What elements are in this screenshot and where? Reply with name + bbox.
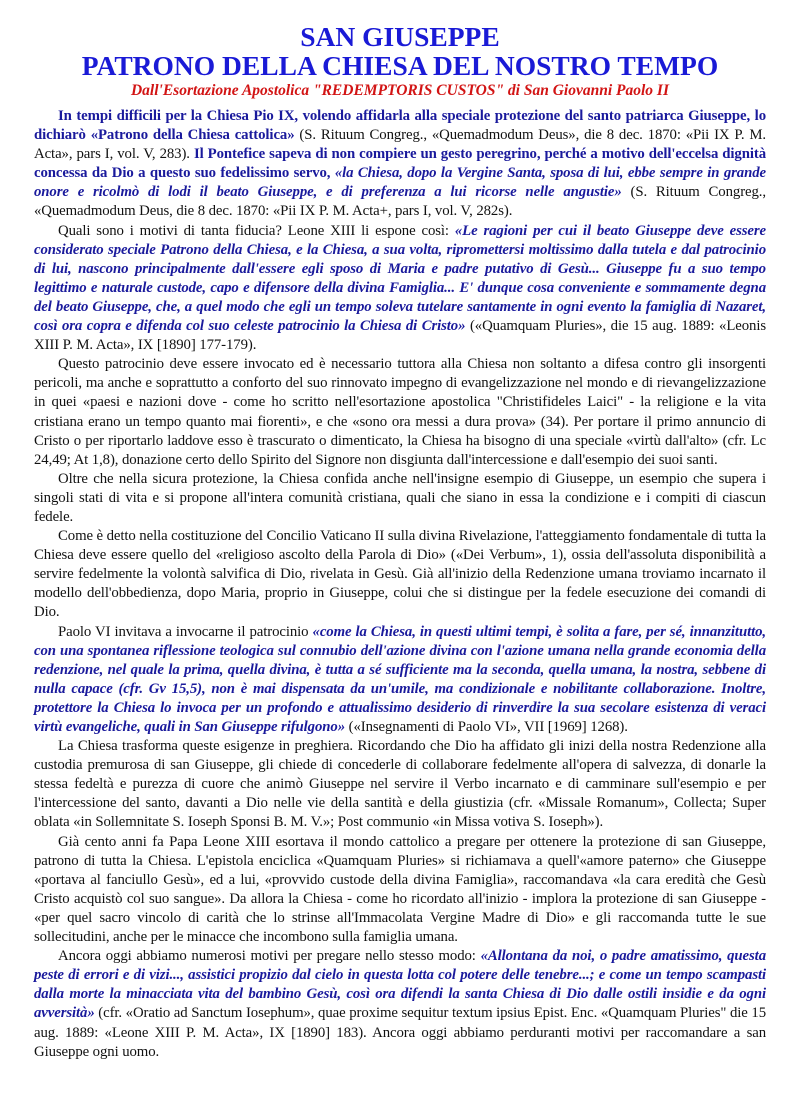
- paragraph-7: La Chiesa trasforma queste esigenze in preghiera. Ricordando che Dio ha affidato gli inizi della nostra Redenzione alla custodia premurosa di san Giuseppe, gli chiede di concederle di collaborare fedelmente all'opera di salvezza, di donarle la stessa fedeltà e purezza di cuore che animò Giuseppe nel servire il Verbo incarnato e di camminare sull'esempio e per l'intercessione del santo, davanti a Dio nelle vie della santità e della giustizia (cfr. «Missale Romanum», Collecta; Super oblata «in Sollemnitate S. Ioseph Sponsi B. M. V.»; Post communio «in Missa votiva S. Ioseph»).: [34, 738, 766, 831]
- p2-intro: Quali sono i motivi di tanta fiducia? Leone XIII li espone così:: [58, 222, 455, 239]
- p9-intro: Ancora oggi abbiamo numerosi motivi per pregare nello stesso modo:: [58, 948, 481, 965]
- p6-intro: Paolo VI invitava a invocarne il patrocinio: [58, 623, 313, 640]
- p1-quote: «la Chiesa, dopo la Vergine Santa, sposa di lui, ebbe sempre in grande onore e ricolmò di lodi il beato Giuseppe, e di preferenza a lui ricorse nelle angustie»: [34, 165, 766, 201]
- subtitle: Dall'Esortazione Apostolica "REDEMPTORIS CUSTOS" di San Giovanni Paolo II: [130, 82, 669, 99]
- p2-quote: «Le ragioni per cui il beato Giuseppe deve essere considerato speciale Patrono della Chiesa, e la Chiesa, a sua volta, ripromettersi moltissimo dalla tutela e dal patrocinio di lui, nascono principalmente dall'essere egli sposo di Maria e padre putativo di Gesù... Giuseppe fu a suo tempo legittimo e naturale custode, capo e difensore della divina Famiglia... E' dunque cosa conveniente e sommamente degna del beato Giuseppe, che, a quel modo che egli un tempo soleva tutelare santamente in ogni evento la famiglia di Nazaret, così ora copra e difenda col suo celeste patrocinio la Chiesa di Cristo»: [34, 222, 766, 335]
- title-line-2: PATRONO DELLA CHIESA DEL NOSTRO TEMPO: [81, 50, 719, 81]
- paragraph-3: Questo patrocinio deve essere invocato ed è necessario tuttora alla Chiesa non soltanto a difesa contro gli insorgenti pericoli, ma anche e soprattutto a conforto del suo rinnovato impegno di evangelizzazione nel mondo e di rievangelizzazione in quei «paesi e nazioni dove - come ho scritto nell'esortazione apostolica "Christifideles Laici" - la religione e la vita cristiana erano un tempo quanto mai fiorenti», e che «sono ora messi a dura prova» (34). Per portare il primo annuncio di Cristo o per riportarlo laddove esso è trascurato o dimenticato, la Chiesa ha bisogno di una speciale «virtù dall'alto» (cfr. Lc 24,49; At 1,8), donazione certo dello Spirito del Signore non disgiunta dall'intercessione e dall'esempio dei suoi santi.: [34, 356, 766, 468]
- p2-citation: («Quamquam Pluries», die 15 aug. 1889: «Leonis XIII P. M. Acta», IX [1890] 177-179).: [34, 318, 766, 354]
- p1-citation: (S. Rituum Congreg., «Quemadmodum Deus», die 8 dec. 1870: «Pii IX P. M. Acta», pars I, vol. V, 283).: [34, 127, 766, 163]
- page-title: [34, 22, 766, 80]
- p1-bold-2: Il Pontefice sapeva di non compiere un gesto peregrino, perché a motivo dell'eccelsa dignità concessa da Dio a questo suo fedelissimo servo,: [34, 146, 766, 182]
- paragraph-1: [34, 107, 766, 222]
- paragraph-6: [34, 623, 766, 738]
- p6-citation: («Insegnamenti di Paolo VI», VII [1969] 1268).: [345, 719, 628, 735]
- p1-bold: In tempi difficili per la Chiesa Pio IX, volendo affidarla alla speciale protezione del santo patriarca Giuseppe, lo dichiarò «Patrono della Chiesa cattolica»: [34, 108, 766, 144]
- paragraph-9: [34, 947, 766, 1062]
- paragraph-4: Oltre che nella sicura protezione, la Chiesa confida anche nell'insigne esempio di Giuseppe, un esempio che supera i singoli stati di vita e si propone all'intera comunità cristiana, quali che siano in essa la condizione e i compiti di ciascun fedele.: [34, 470, 766, 525]
- paragraph-5: Come è detto nella costituzione del Concilio Vaticano II sulla divina Rivelazione, l'atteggiamento fondamentale di tutta la Chiesa deve essere quello del «religioso ascolto della Parola di Dio» («Dei Verbum», 1), ossia dell'assoluta disponibilità a servire fedelmente la volontà salvifica di Dio, rivelata in Gesù. Già all'inizio della Redenzione umana troviamo incarnato il modello dell'obbedienza, dopo Maria, proprio in Giuseppe, colui che si distingue per la fedele esecuzione dei comandi di Dio.: [34, 528, 766, 621]
- p6-quote: «come la Chiesa, in questi ultimi tempi, è solita a fare, per sé, innanzitutto, con una spontanea riflessione teologica sul connubio dell'azione divina con l'azione umana nella grande economia della redenzione, nel quale la prima, quella divina, è tutta a sé sufficiente ma la seconda, quella umana, la nostra, sebbene di nulla capace (cfr. Gv 15,5), non è mai dispensata da un'umile, ma condizionale e nobilitante collaborazione. Inoltre, protettore la Chiesa lo invoca per un profondo e attualissimo desiderio di rinverdire la sua secolare esistenza di veraci virtù evangeliche, quali in San Giuseppe rifulgono»: [34, 623, 766, 735]
- p9-citation: (cfr. «Oratio ad Sanctum Iosephum», quae proxime sequitur textum ipsius Epist. Enc. «Quamquam Pluries" die 15 aug. 1889: «Leone XIII P. M. Acta», IX [1890] 183). Ancora oggi abbiamo perduranti motivi per raccomandare a san Giuseppe ogni uomo.: [34, 1005, 766, 1060]
- document-body: [34, 107, 766, 1062]
- paragraph-8: Già cento anni fa Papa Leone XIII esortava il mondo cattolico a pregare per ottenere la protezione di san Giuseppe, patrono di tutta la Chiesa. L'epistola enciclica «Quamquam Pluries» si richiamava a quell'«amore paterno» che Giuseppe «portava al fanciullo Gesù», ed a lui, «provvido custode della divina Famiglia», raccomandava «la cara eredità che Gesù Cristo acquistò col suo sangue». Da allora la Chiesa - come ho ricordato all'inizio - implora la protezione di san Giuseppe - «per quel sacro vincolo di carità che lo strinse all'Immacolata Vergine Madre di Dio» e gli raccomanda tutte le sue sollecitudini, anche per le minacce che incombono sulla famiglia umana.: [34, 833, 766, 946]
- p9-quote: «Allontana da noi, o padre amatissimo, questa peste di errori e di vizi..., assistici propizio dal cielo in questa lotta col potere delle tenebre...; e come un tempo scampasti dalla morte la minacciata vita del bambino Gesù, così ora difendi la santa Chiesa di Dio dalle ostili insidie e da ogni avversità»: [34, 948, 766, 1022]
- p1-citation-2: (S. Rituum Congreg., «Quemadmodum Deus, die 8 dec. 1870: «Pii IX P. M. Acta+, pars I, vol. V, 282s).: [34, 184, 766, 220]
- paragraph-2: [34, 222, 766, 356]
- title-line-1: SAN GIUSEPPE: [300, 21, 500, 52]
